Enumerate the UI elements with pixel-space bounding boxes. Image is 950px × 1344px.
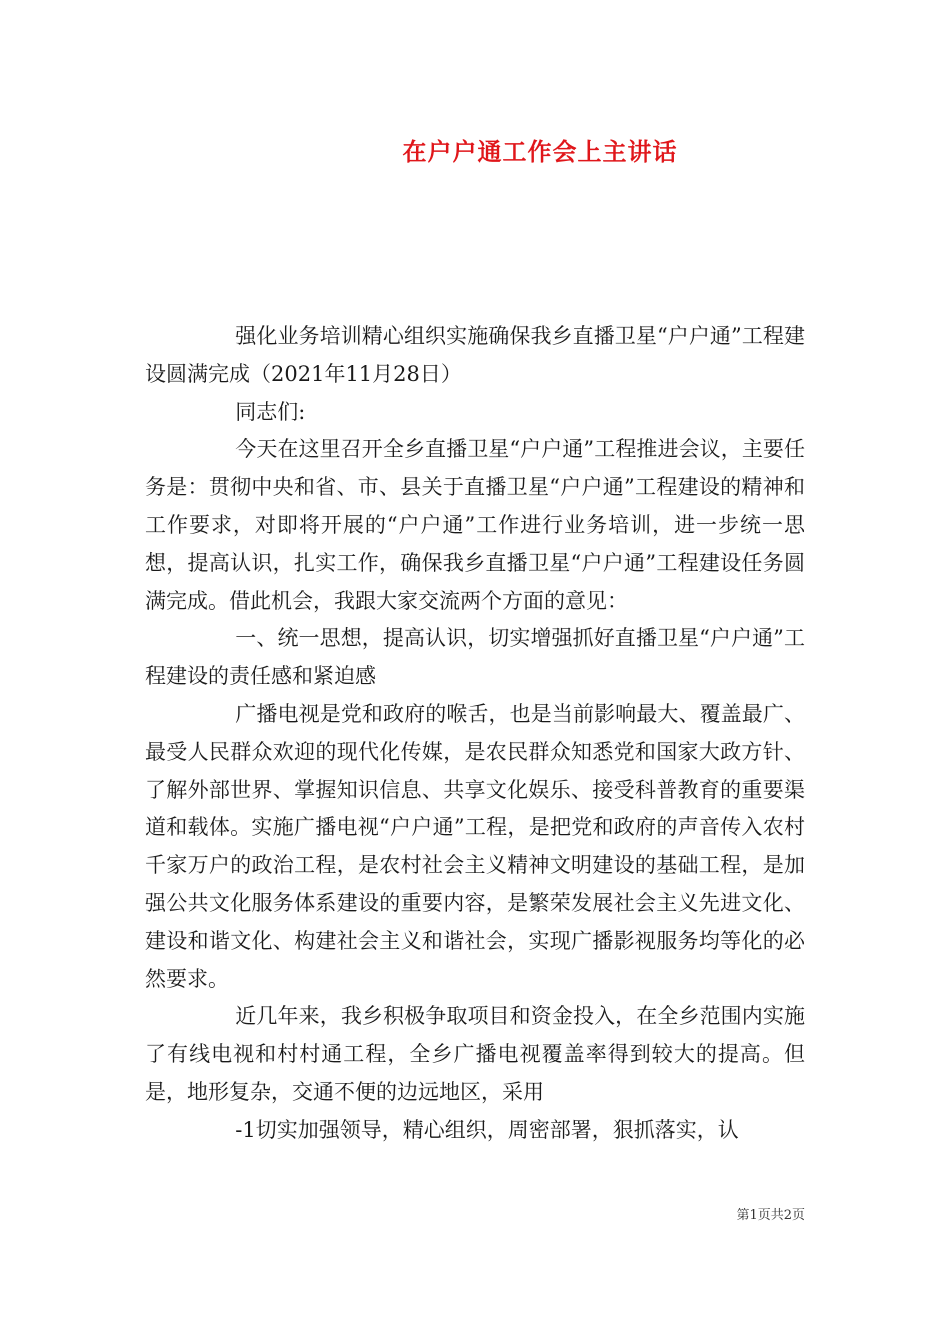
salutation-paragraph: 同志们: <box>235 399 306 424</box>
subtitle-paragraph: 强化业务培训精心组织实施确保我乡直播卫星“户户通”工程建设圆满完成（2021年11月28日） <box>145 324 805 386</box>
document-body <box>145 318 805 1150</box>
body-paragraph: 广播电视是党和政府的喉舌，也是当前影响最大、覆盖最广、最受人民群众欢迎的现代化传媒，是农民群众知悉党和国家大政方针、了解外部世界、掌握知识信息、共享文化娱乐、接受科普教育的重要渠道和载体。实施广播电视“户户通”工程，是把党和政府的声音传入农村千家万户的政治工程，是农村社会主义精神文明建设的基础工程，是加强公共文化服务体系建设的重要内容，是繁荣发展社会主义先进文化、建设和谐文化、构建社会主义和谐社会，实现广播影视服务均等化的必然要求。 <box>145 701 805 991</box>
body-paragraph: 近几年来，我乡积极争取项目和资金投入，在全乡范围内实施了有线电视和村村通工程，全乡广播电视覆盖率得到较大的提高。但是，地形复杂，交通不便的边远地区，采用 <box>145 1004 805 1104</box>
page-number-footer: 第1页共2页 <box>736 1208 805 1223</box>
section-heading-paragraph: 一、统一思想，提高认识，切实增强抓好直播卫星“户户通”工程建设的责任感和紧迫感 <box>145 626 805 689</box>
document-title: 在户户通工作会上主讲话 <box>402 137 678 166</box>
intro-paragraph: 今天在这里召开全乡直播卫星“户户通”工程推进会议，主要任务是：贯彻中央和省、市、县关于直播卫星“户户通”工程建设的精神和工作要求，对即将开展的“户户通”工作进行业务培训，进一步统一思想，提高认识，扎实工作，确保我乡直播卫星“户户通”工程建设任务圆满完成。借此机会，我跟大家交流两个方面的意见： <box>145 437 805 613</box>
body-paragraph: -1切实加强领导，精心组织，周密部署，狠抓落实，认 <box>235 1117 739 1142</box>
